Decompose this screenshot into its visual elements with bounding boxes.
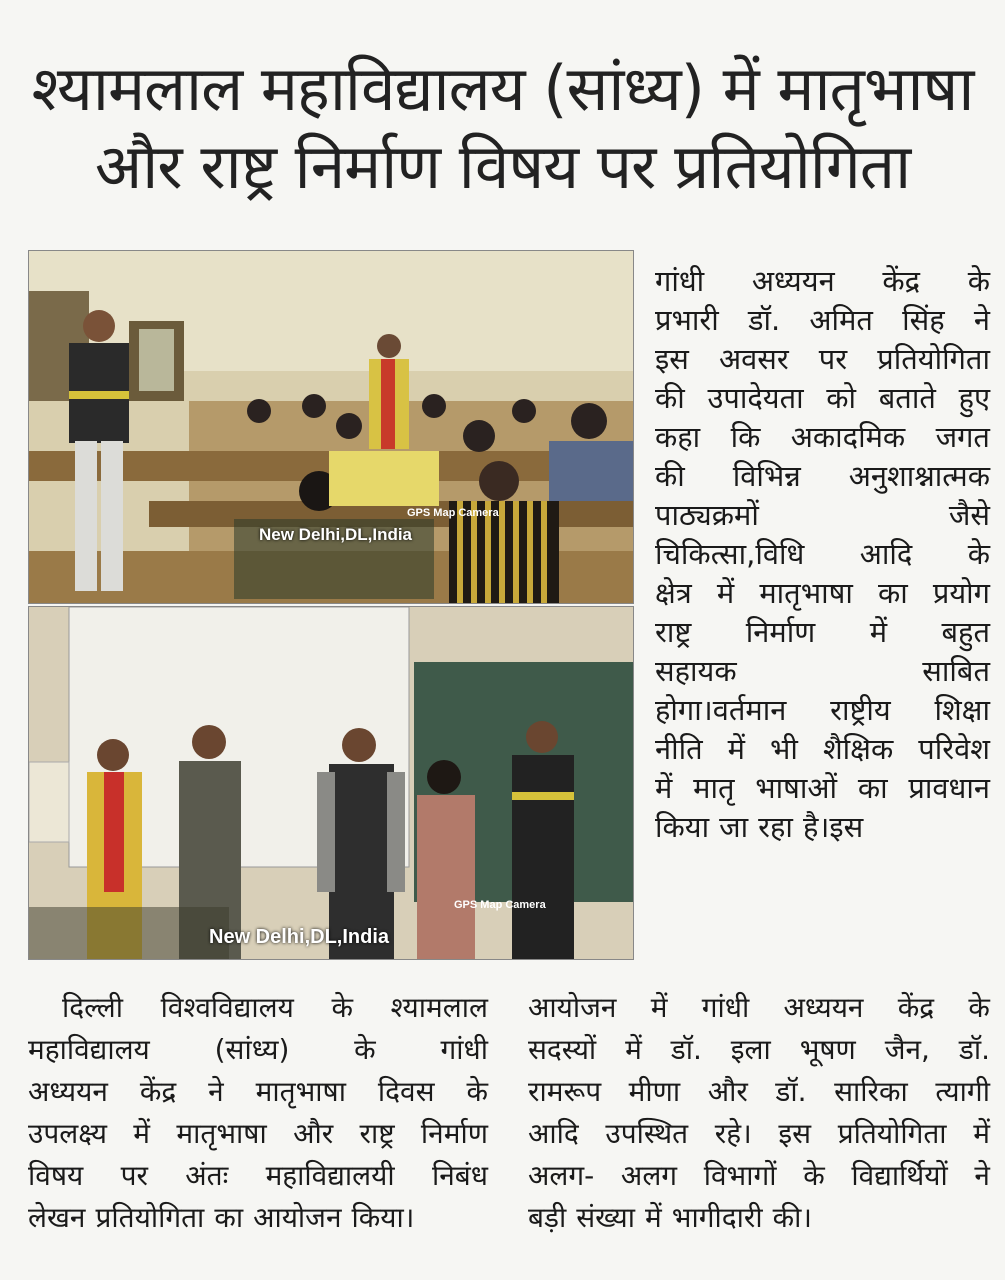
text-line: क्षेत्र में मातृभाषा का प्रयोग <box>655 576 990 610</box>
headline-line-2: और राष्ट्र निर्माण विषय पर प्रतियोगिता <box>94 130 911 203</box>
text-line: सदस्यों में डॉ. इला भूषण जैन, डॉ. <box>528 1033 990 1066</box>
text-line: में मातृ भाषाओं का प्रावधान <box>655 771 990 805</box>
text-line: विषय पर अंतः महाविद्यालयी निबंध <box>28 1159 488 1192</box>
location-stamp: New Delhi,DL,India <box>259 525 413 544</box>
exam-hall-illustration <box>29 251 633 603</box>
text-line: अध्ययन केंद्र ने मातृभाषा दिवस के <box>28 1075 488 1108</box>
text-line: प्रभारी डॉ. अमित सिंह ने <box>655 303 990 337</box>
text-line: किया जा रहा है।इस <box>655 810 864 844</box>
text-line: आदि उपस्थित रहे। इस प्रतियोगिता में <box>528 1117 990 1150</box>
text-line: होगा।वर्तमान राष्ट्रीय शिक्षा <box>655 693 990 727</box>
location-stamp: New Delhi,DL,India <box>209 926 390 948</box>
text-line: लेखन प्रतियोगिता का आयोजन किया। <box>28 1201 415 1234</box>
article-bottom-left-column <box>28 987 488 1239</box>
text-line: आयोजन में गांधी अध्ययन केंद्र के <box>528 991 990 1024</box>
text-line: इस अवसर पर प्रतियोगिता <box>655 342 990 376</box>
text-line: रामरूप मीणा और डॉ. सारिका त्यागी <box>528 1075 990 1108</box>
text-line: उपलक्ष्य में मातृभाषा और राष्ट्र निर्माण <box>28 1117 488 1150</box>
text-line: कहा कि अकादमिक जगत <box>655 420 990 454</box>
article-right-column <box>655 262 990 847</box>
text-line: बड़ी संख्या में भागीदारी की। <box>528 1201 812 1234</box>
headline-line-1: श्यामलाल महाविद्यालय (सांध्य) में मातृभाषा <box>31 52 974 125</box>
text-line: नीति में भी शैक्षिक परिवेश <box>655 732 990 766</box>
text-line: अलग- अलग विभागों के विद्यार्थियों ने <box>528 1159 990 1192</box>
article-bottom-right-column <box>528 987 990 1239</box>
camera-watermark: GPS Map Camera <box>454 899 546 911</box>
text-line: सहायक साबित <box>655 654 990 688</box>
camera-watermark: GPS Map Camera <box>407 507 499 519</box>
headline <box>0 50 1005 206</box>
text-line: चिकित्सा,विधि आदि के <box>655 537 990 571</box>
text-line: की उपादेयता को बताते हुए <box>655 381 990 415</box>
text-line: राष्ट्र निर्माण में बहुत <box>655 615 990 649</box>
photo-exam-hall <box>28 250 634 604</box>
text-line: पाठ्यक्रमों जैसे <box>655 498 990 532</box>
photo-group <box>28 606 634 960</box>
text-line: की विभिन्न अनुशाश्नात्मक <box>655 459 990 493</box>
text-line: दिल्ली विश्वविद्यालय के श्यामलाल <box>62 991 488 1024</box>
text-line: गांधी अध्ययन केंद्र के <box>655 264 990 298</box>
text-line: महाविद्यालय (सांध्य) के गांधी <box>28 1033 488 1066</box>
